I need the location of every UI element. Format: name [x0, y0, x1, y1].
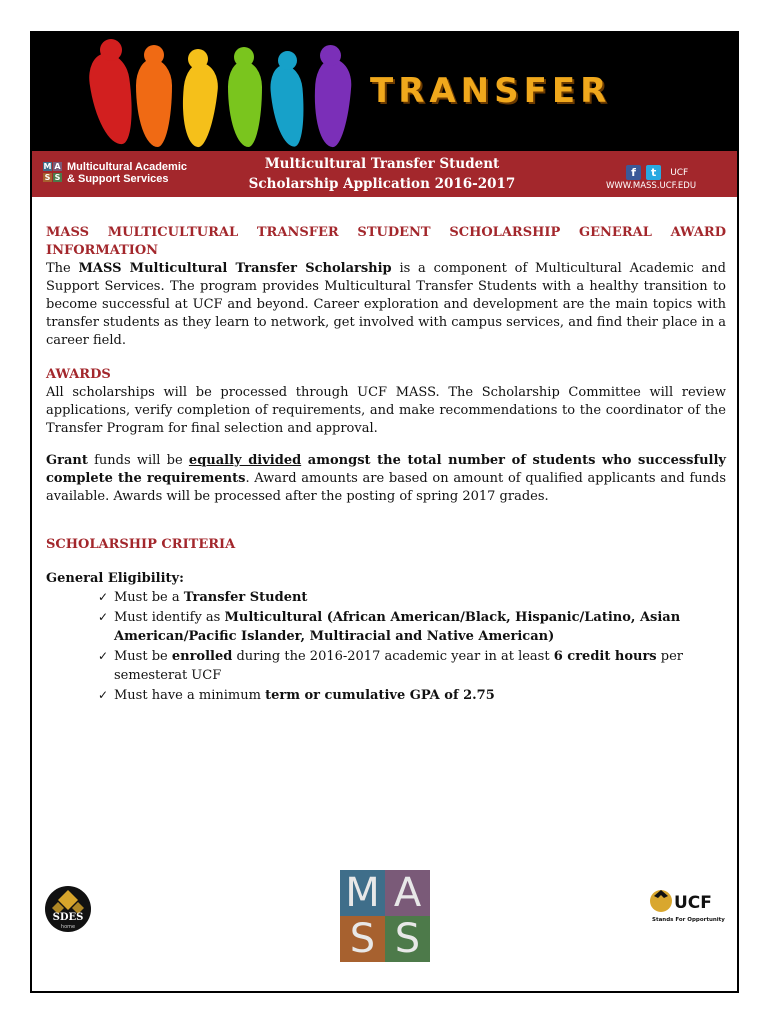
- intro-paragraph: The MASS Multicultural Transfer Scholarship is a component of Multicultural Academic and Support Services. The program provides Multicultural Transfer Students with a healthy transition to become successful at UCF and beyond. Career exploration and development are the main topics with transfer students as they learn to network, get involved with campus services, and find their place in a career field.: [46, 261, 726, 348]
- eligibility-list: [46, 588, 726, 705]
- logo-letter-s2: S: [54, 173, 61, 182]
- website-link[interactable]: WWW.MASS.UCF.EDU: [605, 181, 697, 191]
- checkmark-icon: ✓: [98, 590, 109, 604]
- criteria-heading: SCHOLARSHIP CRITERIA: [46, 537, 236, 552]
- twitter-icon[interactable]: t: [646, 165, 661, 180]
- svg-text:UCF: UCF: [674, 893, 712, 913]
- svg-text:SDES: SDES: [52, 912, 84, 923]
- checkmark-icon: ✓: [98, 649, 109, 663]
- mass-footer-logo: [340, 870, 430, 962]
- awards-paragraph-2: Grant funds will be equally divided amongst the total number of students who successfully complete the requirements. Award amounts are based on amount of qualified applicants and funds available. Awards will be processed after the posting of spring 2017 grades.: [46, 453, 727, 504]
- facebook-icon[interactable]: f: [626, 165, 641, 180]
- list-item: ✓ Must be a Transfer Student: [98, 590, 308, 605]
- title-line1: Multicultural Transfer Student: [264, 156, 500, 172]
- mass-tile-s2: S: [385, 916, 430, 962]
- mass-tile-s1: S: [340, 916, 385, 962]
- list-item: ✓ Must have a minimum term or cumulative GPA of 2.75: [98, 688, 495, 703]
- header-bar: [32, 151, 737, 197]
- awards-paragraph-1: All scholarships will be processed through UCF MASS. The Scholarship Committee will review applications, verify completion of requirements, and make recommendations to the coordinator of the Transfer Program for final selection and approval.: [46, 385, 726, 436]
- logo-line1: Multicultural Academic: [67, 161, 188, 173]
- banner-title: TRANSFER: [370, 71, 612, 111]
- mass-header-logo: [43, 158, 188, 190]
- social-tag: UCF: [670, 167, 689, 178]
- logo-letter-a: A: [54, 162, 61, 171]
- awards-heading: AWARDS: [46, 367, 111, 382]
- title-line2: Scholarship Application 2016-2017: [248, 176, 516, 192]
- list-item: ✓ Must be enrolled during the 2016-2017 academic year in at least 6 credit hours per semesterat UCF: [98, 649, 684, 683]
- svg-text:home: home: [60, 924, 76, 930]
- document-title: [232, 154, 532, 194]
- logo-letter-s1: S: [44, 173, 51, 182]
- intro-heading: MASS MULTICULTURAL TRANSFER STUDENT SCHOLARSHIP GENERAL AWARD INFORMATION: [46, 225, 726, 258]
- banner: [32, 33, 737, 151]
- mass-tile-a: A: [385, 870, 430, 916]
- mass-tile-m: M: [340, 870, 385, 916]
- svg-text:Stands For Opportunity: Stands For Opportunity: [652, 917, 725, 923]
- sdes-logo: [44, 885, 92, 933]
- logo-line2: & Support Services: [67, 173, 169, 185]
- list-item: ✓ Must identify as Multicultural (African American/Black, Hispanic/Latino, Asian American/Pacific Islander, Multiracial and Native American): [98, 610, 681, 644]
- eligibility-subheading: General Eligibility:: [46, 571, 184, 586]
- social-links: [626, 162, 688, 181]
- document-body: [46, 224, 726, 706]
- checkmark-icon: ✓: [98, 610, 109, 624]
- logo-letter-m: M: [43, 162, 52, 171]
- checkmark-icon: ✓: [98, 688, 109, 702]
- ucf-logo: [648, 886, 728, 926]
